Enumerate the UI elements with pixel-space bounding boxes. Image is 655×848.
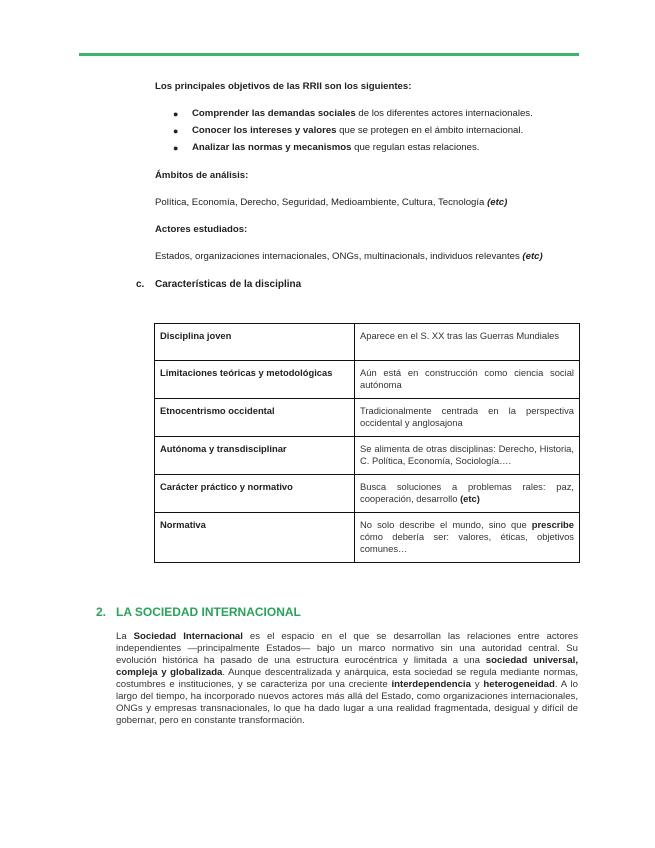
table-value — [355, 475, 580, 513]
table-value: Tradicionalmente centrada en la perspectiva occidental y anglosajona — [355, 399, 580, 437]
value-bold: (etc) — [460, 493, 480, 504]
paragraph-text: y — [470, 679, 484, 690]
objective-bold: Analizar las normas y mecanismos — [192, 142, 352, 153]
section-title: LA SOCIEDAD INTERNACIONAL — [116, 605, 301, 619]
section-number: 2. — [96, 605, 107, 619]
paragraph-text: es el espacio en el que se desarrollan las relaciones entre actores independientes —principalmente Estados— bajo un marco normativo sin una autoridad central. Su evolución histórica ha pasado de una estructura eurocéntrica y limitada a una — [116, 631, 578, 666]
value-bold: prescribe — [531, 519, 574, 530]
actores-heading: Actores estudiados: — [155, 224, 248, 235]
table-key: Carácter práctico y normativo — [155, 475, 355, 513]
ambitos-list: Política, Economía, Derecho, Seguridad, Medioambiente, Cultura, Tecnología — [155, 197, 488, 208]
value-text: cómo debería ser: valores, éticas, objetivos comunes… — [360, 531, 574, 554]
table-key: Disciplina joven — [155, 324, 355, 361]
subsection-letter: c. — [136, 279, 145, 290]
table-value — [355, 513, 580, 563]
table-value: Se alimenta de otras disciplinas: Derecho, Historia, C. Política, Economía, Sociología…. — [355, 437, 580, 475]
list-item — [155, 141, 533, 158]
paragraph-text: . Aunque descentralizada y anárquica, esta sociedad se regula mediante normas, costumbres e instituciones, y se caracteriza por una creciente — [116, 667, 579, 690]
table-value: Aparece en el S. XX tras las Guerras Mundiales — [355, 324, 580, 361]
table-key: Limitaciones teóricas y metodológicas — [155, 361, 355, 399]
ambitos-etc: (etc) — [487, 197, 508, 208]
table-key: Etnocentrismo occidental — [155, 399, 355, 437]
subsection-title: Características de la disciplina — [155, 279, 302, 290]
table-row — [155, 399, 580, 437]
objective-text: de los diferentes actores internacionales. — [355, 108, 533, 119]
objective-bold: Comprender las demandas sociales — [192, 108, 356, 119]
ambitos-heading: Ámbitos de análisis: — [155, 170, 249, 181]
list-item — [155, 107, 533, 124]
objective-text: que regulan estas relaciones. — [351, 142, 480, 153]
objective-bold: Conocer los intereses y valores — [192, 125, 337, 136]
paragraph-bold: heterogeneidad — [483, 679, 555, 690]
paragraph-text: La — [116, 631, 134, 642]
actores-list: Estados, organizaciones internacionales, ONGs, multinacionals, individuos relevantes — [155, 251, 523, 262]
table-key: Normativa — [155, 513, 355, 563]
body-paragraph — [116, 631, 578, 727]
table-row — [155, 437, 580, 475]
paragraph-bold: sociedad universal, compleja y globalizada — [116, 655, 578, 678]
table-value: Aún está en construcción como ciencia social autónoma — [355, 361, 580, 399]
objective-text: que se protegen en el ámbito internacional. — [336, 125, 524, 136]
top-divider — [79, 53, 579, 56]
table-row — [155, 324, 580, 361]
value-text: No solo describe el mundo, sino que — [360, 519, 532, 530]
actores-etc: (etc) — [522, 251, 543, 262]
actores-text — [155, 251, 543, 263]
paragraph-text: . A lo largo del tiempo, ha incorporado nuevos actores más allá del Estado, como organizaciones internacionales, ONGs y empresas transnacionales, lo que ha dado lugar a una realidad fragmentada, desigual y difícil de gobernar, pero en constante transformación. — [116, 679, 578, 726]
bullet-icon: ● — [173, 126, 179, 136]
paragraph-bold: interdependencia — [391, 679, 471, 690]
objectives-heading: Los principales objetivos de las RRII son los siguientes: — [155, 81, 412, 92]
list-item — [155, 124, 533, 141]
table-key: Autónoma y transdisciplinar — [155, 437, 355, 475]
characteristics-table — [154, 323, 580, 563]
table-row — [155, 475, 580, 513]
subsection-heading — [136, 279, 301, 290]
section-heading — [96, 605, 301, 619]
value-text: Busca soluciones a problemas rales: paz, cooperación, desarrollo — [360, 481, 574, 504]
table-row — [155, 513, 580, 563]
bullet-icon: ● — [173, 109, 179, 119]
ambitos-text — [155, 197, 507, 209]
paragraph-bold: Sociedad Internacional — [133, 631, 243, 642]
table-row — [155, 361, 580, 399]
bullet-icon: ● — [173, 143, 179, 153]
objectives-list — [155, 107, 533, 158]
